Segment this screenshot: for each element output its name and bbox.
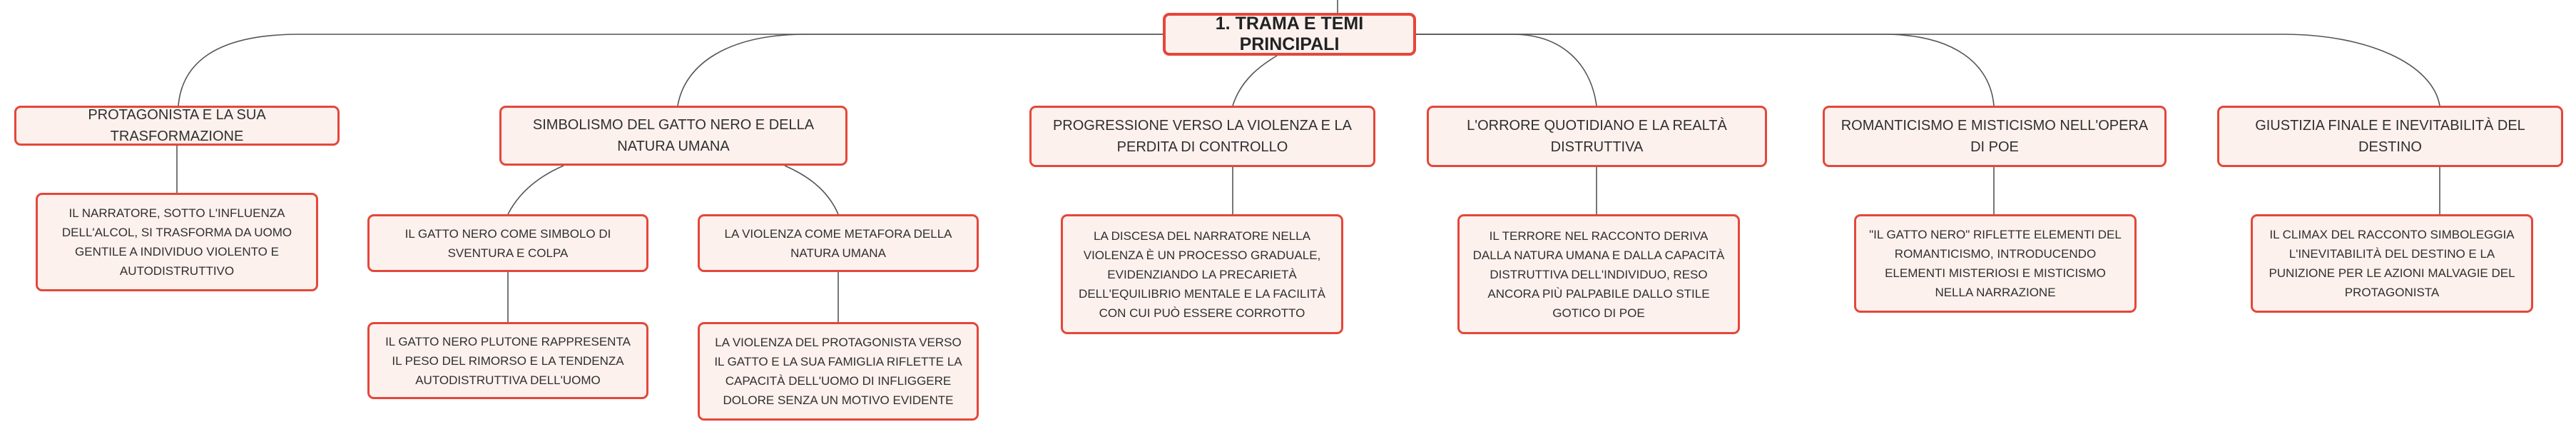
branch-title: PROTAGONISTA E LA SUA TRASFORMAZIONE bbox=[88, 107, 266, 144]
leaf-text: IL GATTO NERO PLUTONE RAPPRESENTA IL PESO DEL RIMORSO E LA TENDENZA AUTODISTRUTTIVA DELL'UOMO bbox=[385, 334, 631, 387]
branch-title: L'ORRORE QUOTIDIANO E LA REALTÀ DISTRUTTIVA bbox=[1467, 118, 1727, 155]
branch-progressione-violenza[interactable] bbox=[1029, 106, 1375, 167]
root-node[interactable] bbox=[1163, 13, 1416, 56]
leaf-violenza-protagonista[interactable] bbox=[698, 322, 979, 421]
branch-title: SIMBOLISMO DEL GATTO NERO E DELLA NATURA UMANA bbox=[532, 117, 815, 154]
connector-root-branch-1 bbox=[178, 34, 1163, 106]
leaf-text: IL CLIMAX DEL RACCONTO SIMBOLEGGIA L'INEVITABILITÀ DEL DESTINO E LA PUNIZIONE PER LE AZIONI MALVAGIE DEL PROTAGONISTA bbox=[2269, 228, 2515, 299]
connector-root-branch-3 bbox=[1233, 56, 1277, 106]
leaf-text: IL TERRORE NEL RACCONTO DERIVA DALLA NATURA UMANA E DALLA CAPACITÀ DISTRUTTIVA DELL'INDIVIDUO, RESO ANCORA PIÙ PALPABILE DALLO STILE GOTICO DI POE bbox=[1472, 228, 1725, 320]
branch-romanticismo-misticismo[interactable] bbox=[1823, 106, 2167, 167]
connector-root-branch-2 bbox=[678, 34, 1163, 106]
leaf-discesa-narratore[interactable] bbox=[1061, 214, 1343, 334]
branch-title: PROGRESSIONE VERSO LA VIOLENZA E LA PERDITA DI CONTROLLO bbox=[1052, 118, 1353, 155]
child-gatto-simbolo-sventura[interactable] bbox=[367, 214, 648, 272]
leaf-text: LA DISCESA DEL NARRATORE NELLA VIOLENZA È UN PROCESSO GRADUALE, EVIDENZIANDO LA PRECARIETÀ DELL'EQUILIBRIO MENTALE E LA FACILITÀ CON CUI PUÒ ESSERE CORROTTO bbox=[1079, 228, 1325, 320]
branch-protagonista[interactable] bbox=[14, 106, 340, 146]
branch-giustizia-finale[interactable] bbox=[2217, 106, 2563, 167]
connector-branch-2-child-1 bbox=[508, 166, 564, 214]
leaf-climax-racconto[interactable] bbox=[2251, 214, 2533, 313]
leaf-protagonista-trasformazione[interactable] bbox=[36, 193, 318, 291]
branch-title: GIUSTIZIA FINALE E INEVITABILITÀ DEL DESTINO bbox=[2255, 118, 2525, 155]
leaf-gatto-nero-romanticismo[interactable] bbox=[1854, 214, 2137, 313]
connector-branch-2-child-2 bbox=[785, 166, 838, 214]
branch-orrore-quotidiano[interactable] bbox=[1427, 106, 1767, 167]
child-text: IL GATTO NERO COME SIMBOLO DI SVENTURA E COLPA bbox=[404, 226, 611, 260]
branch-simbolismo-gatto[interactable] bbox=[499, 106, 847, 166]
leaf-text: IL NARRATORE, SOTTO L'INFLUENZA DELL'ALCOL, SI TRASFORMA DA UOMO GENTILE A INDIVIDUO VIOLENTO E AUTODISTRUTTIVO bbox=[61, 206, 292, 278]
connector-root-branch-4 bbox=[1416, 34, 1597, 106]
root-title: 1. TRAMA E TEMI PRINCIPALI bbox=[1215, 14, 1364, 54]
branch-title: ROMANTICISMO E MISTICISMO NELL'OPERA DI POE bbox=[1841, 118, 2149, 155]
child-text: LA VIOLENZA COME METAFORA DELLA NATURA UMANA bbox=[724, 226, 952, 260]
connector-root-branch-6 bbox=[1416, 34, 2440, 106]
leaf-text: LA VIOLENZA DEL PROTAGONISTA VERSO IL GATTO E LA SUA FAMIGLIA RIFLETTE LA CAPACITÀ DELL'UOMO DI INFLIGGERE DOLORE SENZA UN MOTIVO EVIDENTE bbox=[714, 336, 962, 407]
leaf-text: "IL GATTO NERO" RIFLETTE ELEMENTI DEL ROMANTICISMO, INTRODUCENDO ELEMENTI MISTERIOSI E MISTICISMO NELLA NARRAZIONE bbox=[1869, 228, 2122, 299]
connector-root-branch-5 bbox=[1416, 34, 1994, 106]
leaf-terrore-racconto[interactable] bbox=[1457, 214, 1740, 334]
child-violenza-metafora[interactable] bbox=[698, 214, 979, 272]
leaf-plutone-rimorso[interactable] bbox=[367, 322, 648, 399]
